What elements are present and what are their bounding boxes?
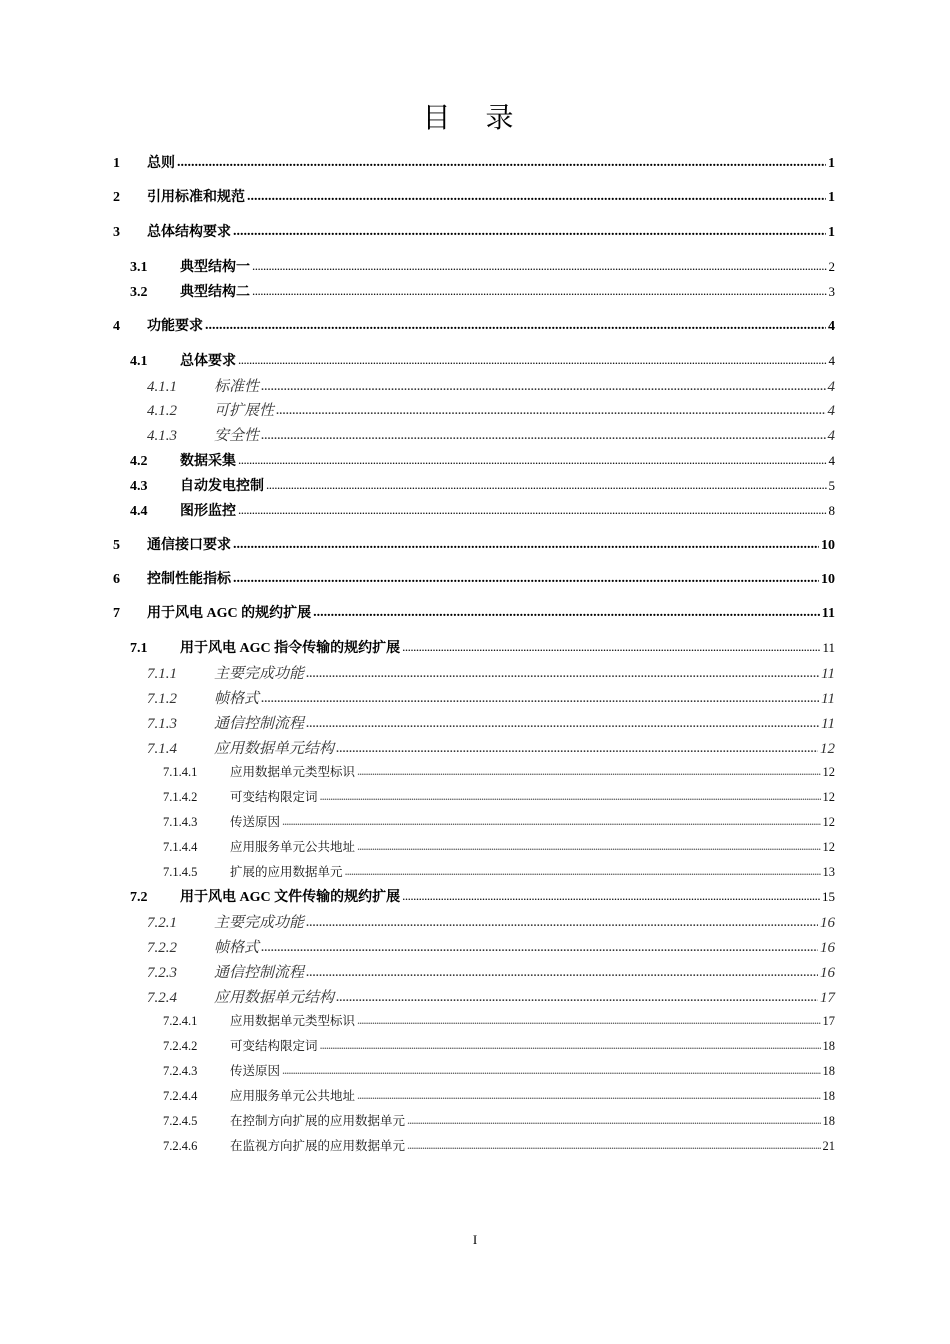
toc-leader-dots (261, 427, 825, 444)
toc-entry-title: 通信控制流程 (214, 716, 305, 732)
toc-entry-page: 4 (828, 319, 835, 334)
toc-entry[interactable] (130, 886, 835, 906)
toc-entry-title: 主要完成功能 (214, 666, 305, 682)
toc-entry-number: 4.1.2 (147, 403, 177, 419)
toc-leader-dots (238, 452, 827, 468)
toc-entry-number: 7.1.4.2 (163, 790, 198, 804)
toc-entry[interactable] (147, 986, 835, 1007)
toc-entry-page: 1 (828, 156, 835, 171)
toc-entry-page: 16 (820, 965, 835, 981)
toc-leader-dots (306, 715, 819, 732)
toc-entry[interactable] (147, 662, 835, 683)
toc-entry-page: 4 (827, 379, 835, 395)
toc-entry-page: 4 (827, 403, 835, 419)
toc-entry[interactable] (113, 315, 835, 335)
toc-entry-page: 18 (822, 1089, 835, 1103)
toc-entry-title: 引用标准和规范 (147, 190, 245, 205)
toc-entry[interactable] (130, 450, 835, 470)
toc-leader-dots (261, 939, 818, 956)
toc-entry[interactable] (163, 1036, 835, 1054)
toc-entry[interactable] (147, 424, 835, 445)
toc-entry[interactable] (163, 837, 835, 855)
toc-entry-page: 11 (821, 716, 835, 732)
toc-leader-dots (407, 1113, 820, 1128)
toc-entry-number: 7.2.4.1 (163, 1014, 198, 1028)
toc-entry-title: 总体要求 (180, 354, 236, 369)
toc-entry-page: 4 (828, 453, 835, 468)
toc-entry[interactable] (113, 221, 835, 241)
toc-leader-dots (247, 189, 826, 205)
toc-entry[interactable] (163, 1086, 835, 1104)
toc-entry-title: 功能要求 (147, 319, 203, 334)
toc-entry-number: 7.1.4.1 (163, 765, 198, 779)
toc-entry[interactable] (147, 737, 835, 758)
toc-entry-page: 13 (822, 865, 835, 879)
toc-entry-number: 7.1.4.5 (163, 865, 198, 879)
toc-leader-dots (320, 1038, 821, 1053)
toc-entry[interactable] (163, 1111, 835, 1129)
toc-entry-page: 10 (821, 572, 835, 587)
toc-leader-dots (177, 155, 826, 171)
toc-entry-number: 7.2.4.2 (163, 1039, 198, 1053)
toc-entry-title: 传送原因 (230, 815, 281, 829)
toc-entry-page: 12 (822, 840, 835, 854)
toc-leader-dots (252, 283, 827, 299)
toc-leader-dots (233, 571, 819, 587)
toc-entry-title: 主要完成功能 (214, 915, 305, 931)
toc-leader-dots (238, 352, 827, 368)
toc-entry-page: 12 (822, 790, 835, 804)
toc-entry[interactable] (147, 375, 835, 396)
toc-entry-title: 安全性 (214, 428, 260, 444)
toc-leader-dots (261, 378, 825, 395)
toc-entry[interactable] (163, 1011, 835, 1029)
toc-entry-number: 3.1 (130, 260, 148, 275)
toc-leader-dots (407, 1138, 820, 1153)
page-title: 目 录 (422, 103, 528, 134)
toc-entry-number: 7.2.4.6 (163, 1139, 198, 1153)
toc-leader-dots (336, 989, 818, 1006)
toc-entry-number: 7.2.2 (147, 940, 177, 956)
toc-leader-dots (357, 764, 820, 779)
toc-entry[interactable] (147, 961, 835, 982)
toc-entry[interactable] (113, 186, 835, 206)
toc-entry[interactable] (130, 637, 835, 657)
toc-entry-title: 总则 (147, 156, 175, 171)
toc-leader-dots (266, 477, 827, 493)
toc-entry-title: 用于风电 AGC 指令传输的规约扩展 (180, 641, 401, 656)
toc-entry[interactable] (163, 787, 835, 805)
toc-leader-dots (205, 318, 826, 334)
toc-entry-page: 12 (822, 765, 835, 779)
toc-entry-page: 10 (821, 538, 835, 553)
toc-leader-dots (357, 1013, 820, 1028)
toc-entry-number: 7.1.3 (147, 716, 177, 732)
toc-entry-page: 21 (822, 1139, 835, 1153)
toc-entry-page: 17 (822, 1014, 835, 1028)
toc-entry[interactable] (163, 1136, 835, 1154)
toc-entry-title: 用于风电 AGC 的规约扩展 (147, 606, 312, 621)
toc-entry-page: 11 (821, 606, 835, 621)
toc-entry-number: 7.1.1 (147, 666, 177, 682)
toc-entry-page: 15 (822, 889, 835, 904)
toc-entry[interactable] (147, 687, 835, 708)
toc-entry-title: 扩展的应用数据单元 (230, 865, 343, 879)
toc-entry-page: 12 (820, 741, 835, 757)
toc-entry-title: 通信接口要求 (147, 538, 231, 553)
toc-entry[interactable] (113, 602, 835, 622)
toc-entry[interactable] (147, 712, 835, 733)
toc-entry-number: 7.2.4.3 (163, 1064, 198, 1078)
page-number: I (472, 1232, 478, 1247)
toc-entry-title: 数据采集 (180, 454, 236, 469)
toc-entry[interactable] (130, 500, 835, 520)
toc-leader-dots (282, 814, 820, 829)
toc-entry-number: 7.2.3 (147, 965, 177, 981)
toc-leader-dots (357, 839, 820, 854)
toc-leader-dots (252, 258, 827, 274)
toc-leader-dots (357, 1088, 820, 1103)
toc-entry-page: 18 (822, 1114, 835, 1128)
toc-entry-number: 7.1.4.4 (163, 840, 198, 854)
toc-entry-title: 传送原因 (230, 1064, 281, 1078)
toc-leader-dots (345, 864, 821, 879)
toc-entry-title: 应用服务单元公共地址 (230, 1089, 356, 1103)
toc-entry-number: 7.2.4.4 (163, 1089, 198, 1103)
toc-entry-title: 应用数据单元类型标识 (230, 765, 356, 779)
toc-entry-page: 11 (821, 691, 835, 707)
toc-entry-title: 在控制方向扩展的应用数据单元 (230, 1114, 406, 1128)
toc-leader-dots (238, 502, 827, 518)
toc-entry-page: 16 (820, 940, 835, 956)
toc-entry-number: 7 (113, 606, 120, 621)
toc-entry-number: 7.1 (130, 641, 148, 656)
toc-entry-page: 4 (828, 353, 835, 368)
toc-entry-title: 自动发电控制 (180, 479, 264, 494)
toc-entry-title: 图形监控 (180, 504, 236, 519)
toc-entry-number: 4.4 (130, 504, 148, 519)
toc-entry[interactable] (147, 911, 835, 932)
toc-entry-page: 18 (822, 1064, 835, 1078)
toc-entry-page: 5 (828, 478, 835, 493)
toc-entry-page: 18 (822, 1039, 835, 1053)
toc-entry-page: 8 (828, 503, 835, 518)
toc-entry-title: 在监视方向扩展的应用数据单元 (230, 1139, 406, 1153)
toc-entry[interactable] (113, 152, 835, 172)
toc-entry-title: 可变结构限定词 (230, 1039, 318, 1053)
toc-leader-dots (313, 605, 820, 621)
toc-entry-number: 4 (113, 319, 120, 334)
toc-entry-title: 通信控制流程 (214, 965, 305, 981)
toc-entry-number: 7.2.1 (147, 915, 177, 931)
toc-entry-number: 4.3 (130, 479, 148, 494)
toc-entry-title: 应用数据单元结构 (214, 990, 335, 1006)
toc-leader-dots (402, 639, 820, 655)
toc-entry-number: 2 (113, 190, 120, 205)
toc-leader-dots (233, 224, 826, 240)
toc-entry[interactable] (163, 812, 835, 830)
toc-entry-page: 17 (820, 990, 835, 1006)
toc-entry-number: 4.1 (130, 354, 148, 369)
toc-entry-number: 6 (113, 572, 120, 587)
toc-entry-title: 标准性 (214, 379, 260, 395)
toc-leader-dots (336, 740, 818, 757)
toc-entry-page: 3 (828, 284, 835, 299)
toc-entry-number: 7.2 (130, 890, 148, 905)
toc-entry-number: 5 (113, 538, 120, 553)
toc-entry-page: 1 (828, 225, 835, 240)
toc-entry-title: 总体结构要求 (147, 225, 231, 240)
toc-entry-title: 可扩展性 (214, 403, 275, 419)
toc-entry-title: 应用数据单元结构 (214, 741, 335, 757)
toc-entry-number: 4.1.1 (147, 379, 177, 395)
toc-leader-dots (306, 665, 819, 682)
toc-entry[interactable] (113, 534, 835, 554)
toc-entry[interactable] (130, 475, 835, 495)
toc-entry-number: 3 (113, 225, 120, 240)
toc-entry-title: 用于风电 AGC 文件传输的规约扩展 (180, 890, 401, 905)
toc-entry-title: 可变结构限定词 (230, 790, 318, 804)
toc-entry-page: 2 (828, 259, 835, 274)
toc-entry-number: 1 (113, 156, 120, 171)
toc-leader-dots (282, 1063, 820, 1078)
toc-leader-dots (320, 789, 821, 804)
toc-entry-number: 7.1.2 (147, 691, 177, 707)
toc-entry[interactable] (163, 862, 835, 880)
toc-entry[interactable] (130, 281, 835, 301)
toc-entry-title: 应用数据单元类型标识 (230, 1014, 356, 1028)
toc-entry[interactable] (147, 936, 835, 957)
toc-entry-title: 典型结构一 (180, 260, 250, 275)
toc-entry[interactable] (130, 256, 835, 276)
toc-entry-title: 典型结构二 (180, 285, 250, 300)
toc-entry-number: 7.1.4 (147, 741, 177, 757)
toc-entry[interactable] (163, 762, 835, 780)
toc-entry-page: 11 (822, 640, 835, 655)
toc-entry-title: 帧格式 (214, 691, 260, 707)
toc-entry-page: 16 (820, 915, 835, 931)
toc-entry-page: 1 (828, 190, 835, 205)
toc-leader-dots (261, 690, 819, 707)
toc-leader-dots (402, 888, 820, 904)
toc-entry-number: 7.2.4.5 (163, 1114, 198, 1128)
toc-entry-page: 11 (821, 666, 835, 682)
toc-leader-dots (233, 537, 819, 553)
toc-entry-number: 4.1.3 (147, 428, 177, 444)
toc-entry-number: 7.2.4 (147, 990, 177, 1006)
toc-leader-dots (276, 402, 825, 419)
toc-entry[interactable] (147, 399, 835, 420)
toc-entry-title: 应用服务单元公共地址 (230, 840, 356, 854)
toc-entry-number: 3.2 (130, 285, 148, 300)
toc-entry-title: 控制性能指标 (147, 572, 231, 587)
toc-entry-title: 帧格式 (214, 940, 260, 956)
toc-entry[interactable] (130, 350, 835, 370)
toc-entry[interactable] (113, 568, 835, 588)
toc-entry[interactable] (163, 1061, 835, 1079)
toc-entry-page: 4 (827, 428, 835, 444)
toc-entry-page: 12 (822, 815, 835, 829)
toc-entry-number: 7.1.4.3 (163, 815, 198, 829)
toc-leader-dots (306, 964, 818, 981)
toc-leader-dots (306, 914, 818, 931)
toc-entry-number: 4.2 (130, 454, 148, 469)
